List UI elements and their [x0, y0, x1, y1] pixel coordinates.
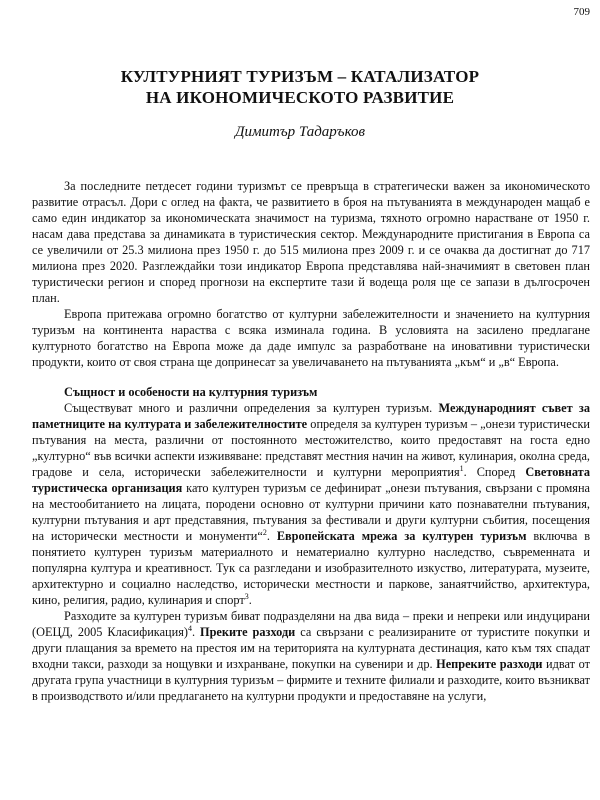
text-run: идват от другата група участници в културния туризъм – фирмите и техните филиали и разходите, които възникват в производството и/или предлагането на културни продукти и предоставяне на услуги, — [32, 657, 590, 703]
footnote-ref: 1 — [459, 463, 464, 473]
text-run: като културен туризъм се дефинират „онези пътувания, свързани с промяна на местообитанието на лицата, породени основно от културни причини като познавателни пътувания, културни пътувания и арт представяния, пътувания за фестивали и други културни събития, посещения на исторически местности и монументи“ — [32, 481, 590, 543]
footnote-ref: 3 — [244, 591, 249, 601]
text-run: са свързани с реализираните от туристите покупки и други плащания за времето на престоя им на територията на културната дестинация, като към тях спадат входни такси, разходи за нощувки и изхранване, покупки на сувенири и др. — [32, 625, 590, 671]
section-heading: Същност и особености на културния туризъм — [64, 385, 318, 399]
bold-term: Световната туристическа организация — [32, 465, 590, 495]
title-line-2: НА ИКОНОМИЧЕСКОТО РАЗВИТИЕ — [145, 88, 455, 107]
paragraph-4 — [32, 608, 590, 704]
footnote-ref: 2 — [262, 527, 267, 537]
text-run: . — [191, 625, 201, 639]
paragraph-3 — [32, 400, 590, 608]
article-body — [32, 178, 590, 704]
text-run: включва в понятието културен туризъм материалното и нематериално културно наследство, съвременната и популярна култура и креативност. Тук са разгледани и изобразителното изкуство, литературата, музеите, архитектурно и социално наследство, исторически местности и паркове, занаятчийство, архитектура, кино, религия, радио, кулинария и спорт — [32, 529, 590, 607]
bold-term: Международният съвет за паметниците на културата и забележителностите — [32, 401, 590, 431]
article-title — [0, 66, 600, 108]
paragraph-1: За последните петдесет години туризмът се превръща в стратегически важен за икономическото развитие отрасъл. Дори с оглед на факта, че развитието в броя на пътуванията в международен мащаб е само един индикатор за икономическата значимост на туризма, тяхното огромно нарастване от 1950 г. насам дава представа за динамиката в туристическия сектор. Международните пристигания в Европа са се увеличили от 25.3 милиона през 1950 г. до 515 милиона през 2009 г. и се очаква да достигнат до 717 милиона през 2020. Разглеждайки този индикатор Европа представлява най-значимият в световен план туристически регион и според прогнози на експертите тази й водеща роля ще се запази в дългосрочен план. — [32, 179, 590, 305]
page-number: 709 — [573, 6, 590, 18]
paragraph-2: Европа притежава огромно богатство от културни забележителности и значението на културния туризъм на континента нараства с всяка изминала година. В условията на засилено предлагане културното богатство на Европа може да даде импулс за разработване на иновативни туристически продукти, които от своя страна ще допринесат за увеличаването на пътуванията „към“ и „в“ Европа. — [32, 307, 590, 369]
author-name: Димитър Тадаръков — [234, 124, 366, 140]
text-run: . — [248, 593, 252, 607]
text-run: определя за културен туризъм – „онези туристически пътувания на места, различни от постоянното местожителство, които предоставят на госта едно „културно“ във всички аспекти изживяване: представят местния начин на живот, кулинария, околна среда, градове и села, исторически забележителности и културни мероприятия — [32, 417, 590, 479]
text-run: Съществуват много и различни определения за културен туризъм. — [64, 401, 439, 415]
bold-term: Непреките разходи — [436, 657, 543, 671]
footnote-ref: 4 — [187, 623, 192, 633]
bold-term: Преките разходи — [200, 625, 296, 639]
text-run: . — [266, 529, 277, 543]
text-run: Разходите за културен туризъм биват подразделяни на два вида – преки и непреки или индуцирани (ОЕЦД, 2005 Класификация) — [32, 609, 590, 639]
text-run: . Според — [463, 465, 526, 479]
title-line-1: КУЛТУРНИЯТ ТУРИЗЪМ – КАТАЛИЗАТОР — [120, 67, 480, 86]
bold-term: Европейската мрежа за културен туризъм — [276, 529, 527, 543]
